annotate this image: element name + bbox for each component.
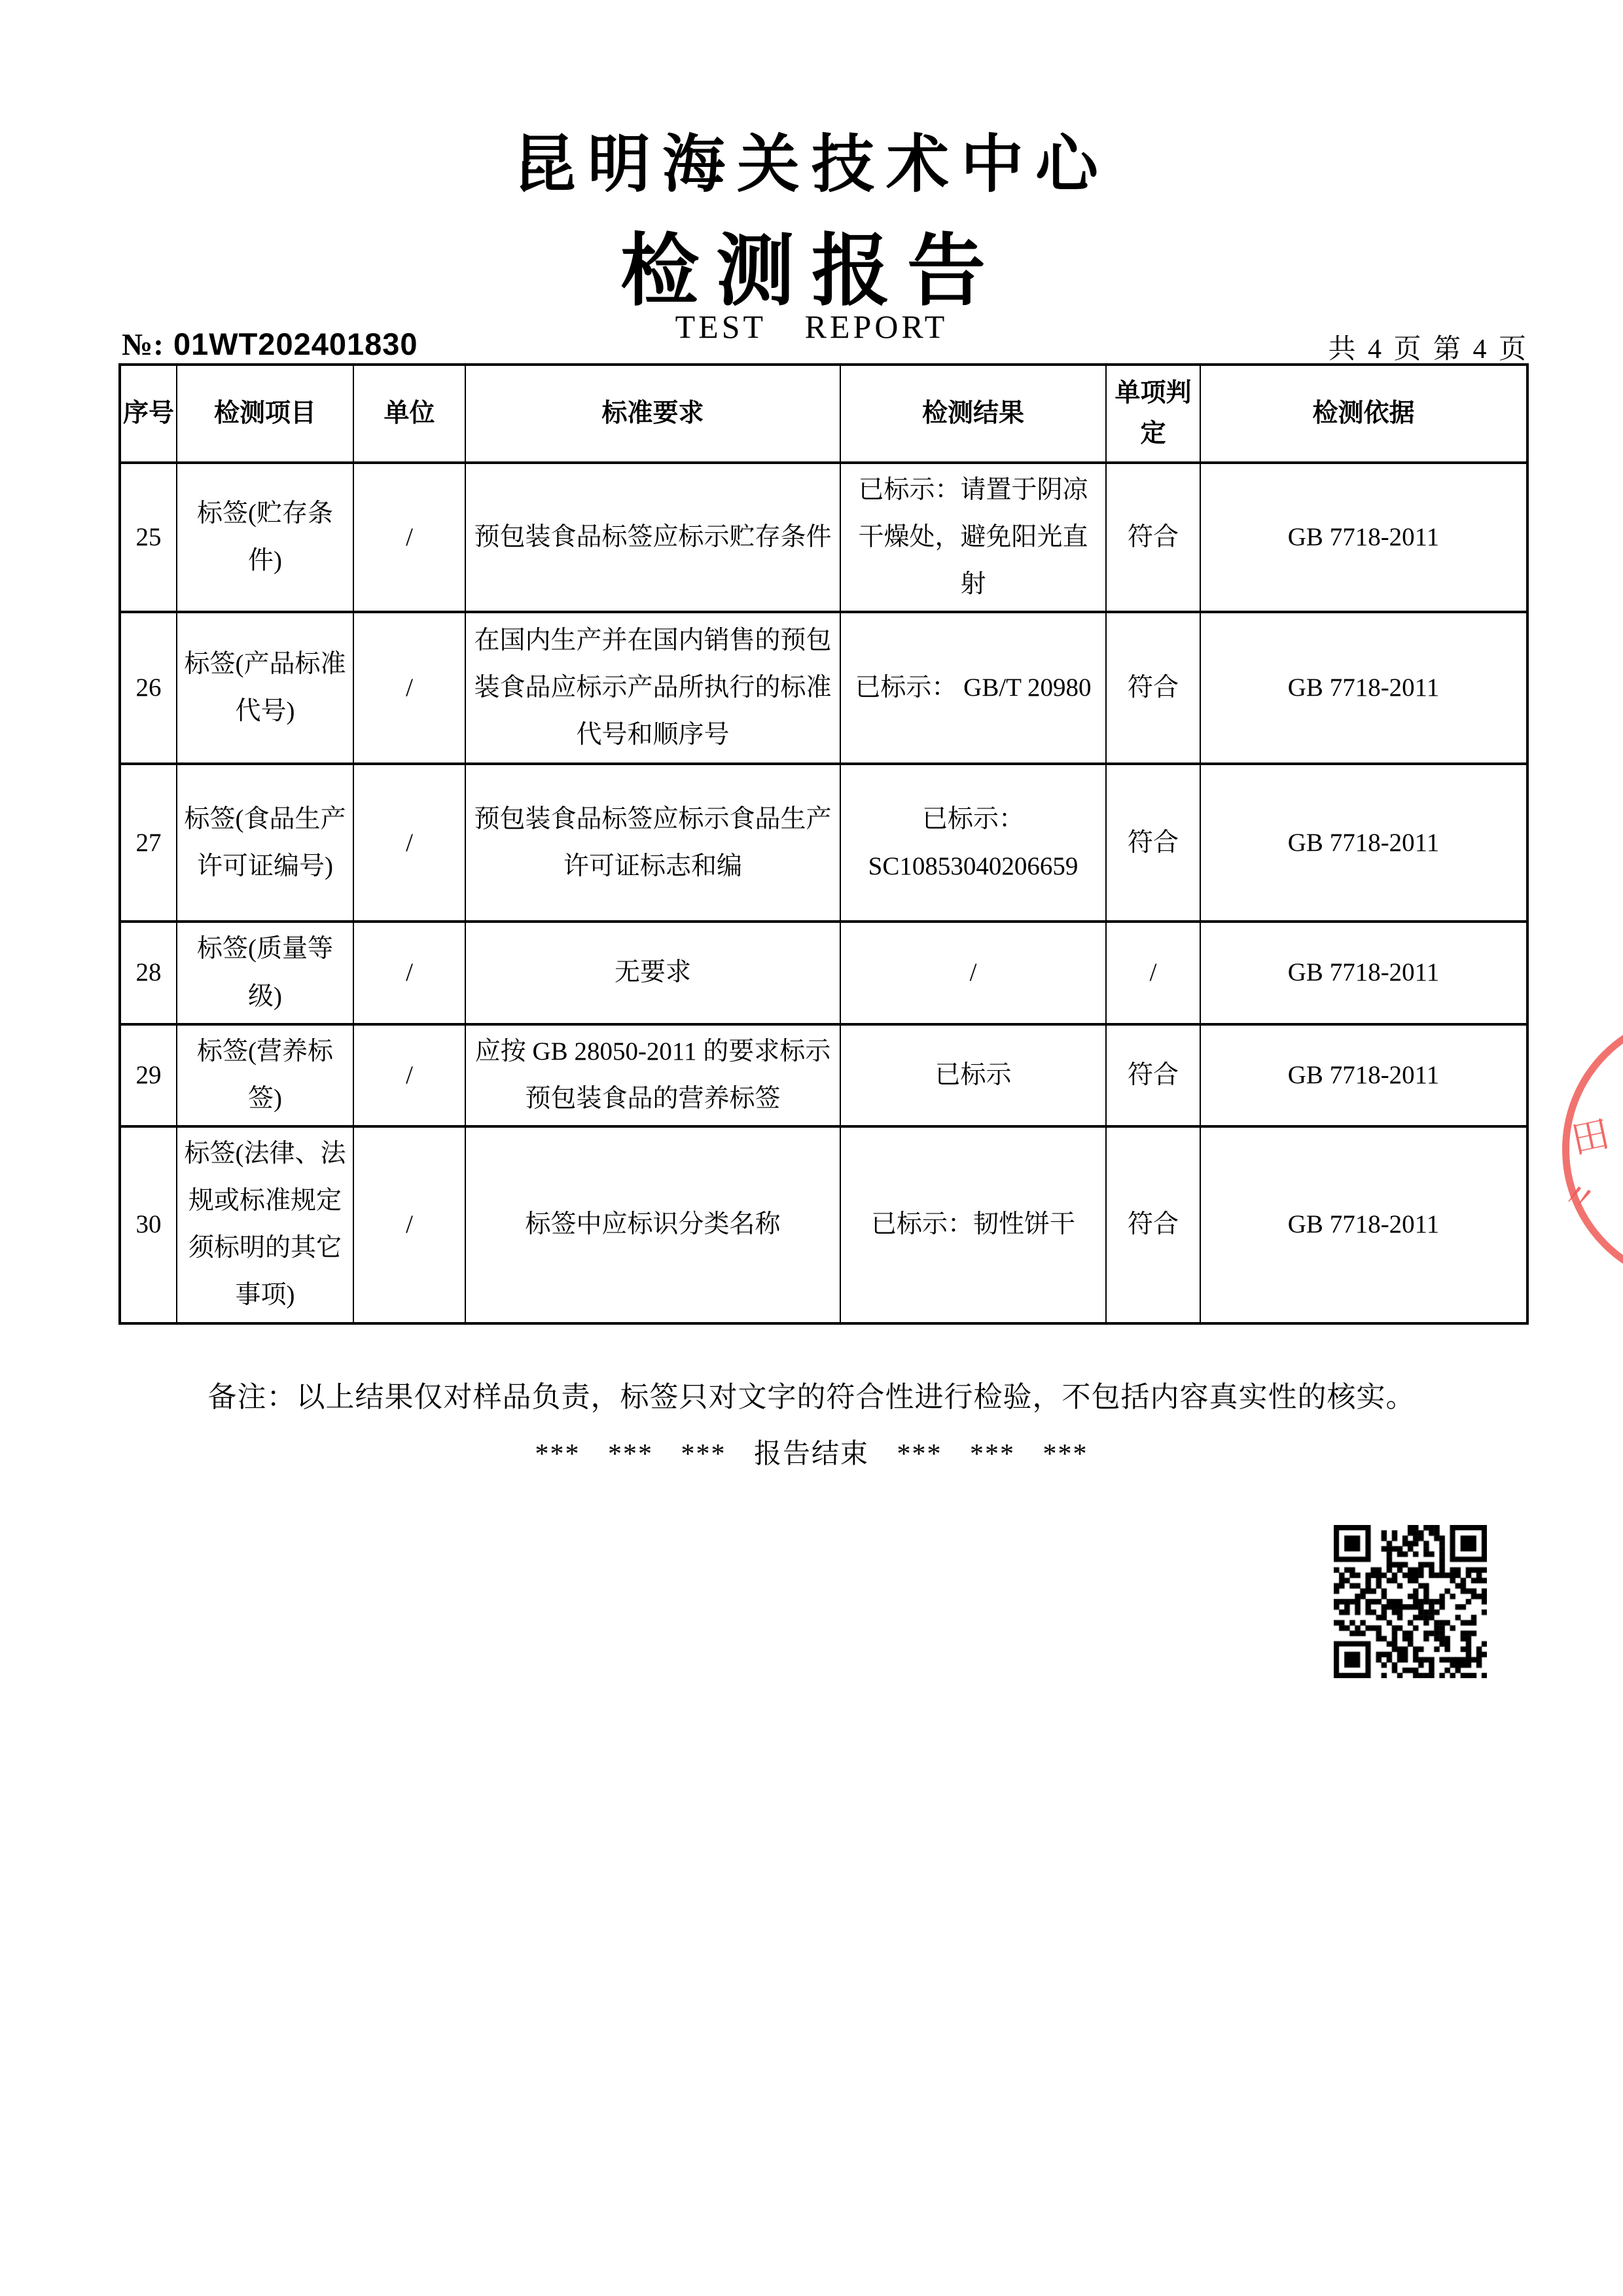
cell-result: / [840,922,1106,1024]
report-title: 检测报告 [620,228,1003,315]
cell-item: 标签(食品生产许可证编号) [177,764,353,922]
col-header-no: 序号 [120,365,177,463]
cell-item: 标签(贮存条件) [177,463,353,612]
report-end-line: *** *** *** 报告结束 *** *** *** [535,1439,1088,1469]
page-info: 共 4 页 第 4 页 [1328,334,1526,365]
table-header-row [120,365,1527,463]
report-subtitle-english: TEST REPORT [675,308,948,345]
col-header-requirement: 标准要求 [465,365,840,463]
table-row [120,1126,1527,1323]
organization-title: 昆明海关技术中心 [513,130,1110,200]
col-header-unit: 单位 [353,365,465,463]
table-row [120,612,1527,764]
cell-result: 已标示： GB/T 20980 [840,612,1106,764]
cell-item: 标签(法律、法规或标准规定须标明的其它事项) [177,1126,353,1323]
cell-unit: / [353,463,465,612]
cell-no: 28 [120,922,177,1024]
cell-no: 26 [120,612,177,764]
cell-result: 已标示： SC10853040206659 [840,764,1106,922]
remark-note: 备注：以上结果仅对样品负责，标签只对文字的符合性进行检验，不包括内容真实性的核实。 [207,1381,1416,1413]
red-stamp-glyph: 〃 [1555,1173,1603,1223]
table-row [120,764,1527,922]
cell-requirement: 预包装食品标签应标示贮存条件 [465,463,840,612]
cell-basis: GB 7718-2011 [1200,463,1527,612]
cell-requirement: 在国内生产并在国内销售的预包装食品应标示产品所执行的标准代号和顺序号 [465,612,840,764]
cell-judgment: / [1106,922,1200,1024]
col-header-item: 检测项目 [177,365,353,463]
cell-basis: GB 7718-2011 [1200,612,1527,764]
cell-requirement: 标签中应标识分类名称 [465,1126,840,1323]
cell-basis: GB 7718-2011 [1200,764,1527,922]
cell-basis: GB 7718-2011 [1200,1024,1527,1126]
col-header-result: 检测结果 [840,365,1106,463]
test-results-table [118,363,1529,1325]
cell-requirement: 预包装食品标签应标示食品生产许可证标志和编 [465,764,840,922]
cell-unit: / [353,1024,465,1126]
col-header-judgment: 单项判定 [1106,365,1200,463]
col-header-basis: 检测依据 [1200,365,1527,463]
qr-code [1334,1525,1487,1678]
table-row [120,463,1527,612]
red-stamp-glyph: 田 [1567,1112,1614,1162]
cell-judgment: 符合 [1106,463,1200,612]
cell-no: 30 [120,1126,177,1323]
report-number-label: №: [122,328,164,362]
cell-result: 已标示：请置于阴凉干燥处，避免阳光直射 [840,463,1106,612]
cell-unit: / [353,922,465,1024]
cell-result: 已标示 [840,1024,1106,1126]
table-row [120,1024,1527,1126]
cell-no: 25 [120,463,177,612]
cell-item: 标签(营养标签) [177,1024,353,1126]
cell-requirement: 应按 GB 28050-2011 的要求标示预包装食品的营养标签 [465,1024,840,1126]
cell-result: 已标示：韧性饼干 [840,1126,1106,1323]
cell-requirement: 无要求 [465,922,840,1024]
cell-judgment: 符合 [1106,764,1200,922]
cell-unit: / [353,1126,465,1323]
table-row [120,922,1527,1024]
cell-item: 标签(产品标准代号) [177,612,353,764]
report-number-line [122,326,418,363]
cell-judgment: 符合 [1106,1024,1200,1126]
cell-basis: GB 7718-2011 [1200,922,1527,1024]
cell-unit: / [353,612,465,764]
cell-no: 29 [120,1024,177,1126]
cell-unit: / [353,764,465,922]
cell-basis: GB 7718-2011 [1200,1126,1527,1323]
report-number-value: 01WT202401830 [173,327,418,361]
cell-no: 27 [120,764,177,922]
cell-item: 标签(质量等级) [177,922,353,1024]
cell-judgment: 符合 [1106,612,1200,764]
cell-judgment: 符合 [1106,1126,1200,1323]
